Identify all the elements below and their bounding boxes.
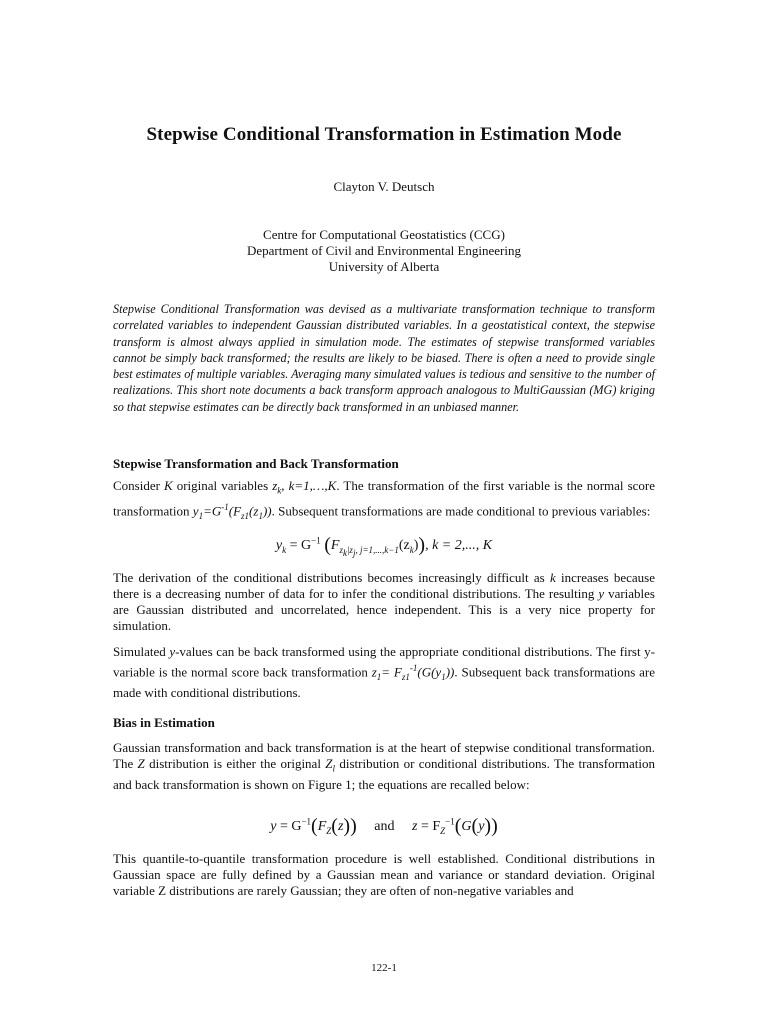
paragraph: This quantile-to-quantile transformation procedure is well established. Conditional distributions in Gaussian space are fully defined by a Gaussian mean and variance or standard deviation. Original variable Z distributions are rarely Gaussian; they are often of non-negative variables and <box>113 851 655 898</box>
paragraph: Gaussian transformation and back transformation is at the heart of stepwise conditional transformation. The Z distribution is either the original $Z_l$ distribution or conditional distributions. The transformation and back transformation is shown on Figure 1; the equations are recalled below: <box>113 740 655 792</box>
paragraph: Consider K original variables $z_k$, k=1,…,K. The transformation of the first variable is the normal score transformation $y_1=G^{-1}(F_{z1}(z_1))$. Subsequent transformations are made conditional to previous variables: <box>113 478 656 521</box>
page-number: 122-1 <box>371 962 397 974</box>
author-name: Clayton V. Deutsch <box>333 179 435 194</box>
paragraph: The derivation of the conditional distributions becomes increasingly difficult as k increases because there is a decreasing number of data for to infer the conditional distributions. The resulting y variables are Gaussian distributed and uncorrelated, hence independent. This is a very nice property for simulation. <box>113 570 655 633</box>
paper-title: Stepwise Conditional Transformation in Estimation Mode <box>146 124 622 145</box>
affiliation-line: Department of Civil and Environmental Engineering <box>246 243 521 258</box>
equation: $y = G^{-1}(F_Z(z))$ and $z = F_Z^{-1}(G(y))$ <box>270 815 498 837</box>
affiliation <box>0 227 768 275</box>
affiliation-line: University of Alberta <box>328 259 440 274</box>
paragraph: Simulated y-values can be back transformed using the appropriate conditional distributions. The first y-variable is the normal score back transformation $z_1= F_{z1}^{-1}(G(y_1))$. Subsequent back transformations are made with conditional distributions. <box>113 644 656 700</box>
affiliation-line: Centre for Computational Geostatistics (CCG) <box>263 227 505 242</box>
section-heading: Bias in Estimation <box>113 715 215 730</box>
abstract: Stepwise Conditional Transformation was devised as a multivariate transformation technique to transform correlated variables to independent Gaussian distributed variables. In a geostatistical context, the stepwise transform is almost always applied in simulation mode. The estimates of stepwise transformed variables cannot be simply back transformed; the results are likely to be biased. There is often a need to provide single best estimates of multiple variables. Averaging many simulated values is tedious and sensitive to the number of realizations. This short note documents a back transform approach analogous to MultiGaussian (MG) kriging so that stepwise estimates can be directly back transformed in an unbiased manner. <box>113 302 655 414</box>
equation: $y_k = G^{-1}$ $(F_{z_k|z_j, j=1,...,k-1}(z_k))$, k = 2,..., K <box>275 534 493 558</box>
section-heading: Stepwise Transformation and Back Transformation <box>113 456 399 471</box>
